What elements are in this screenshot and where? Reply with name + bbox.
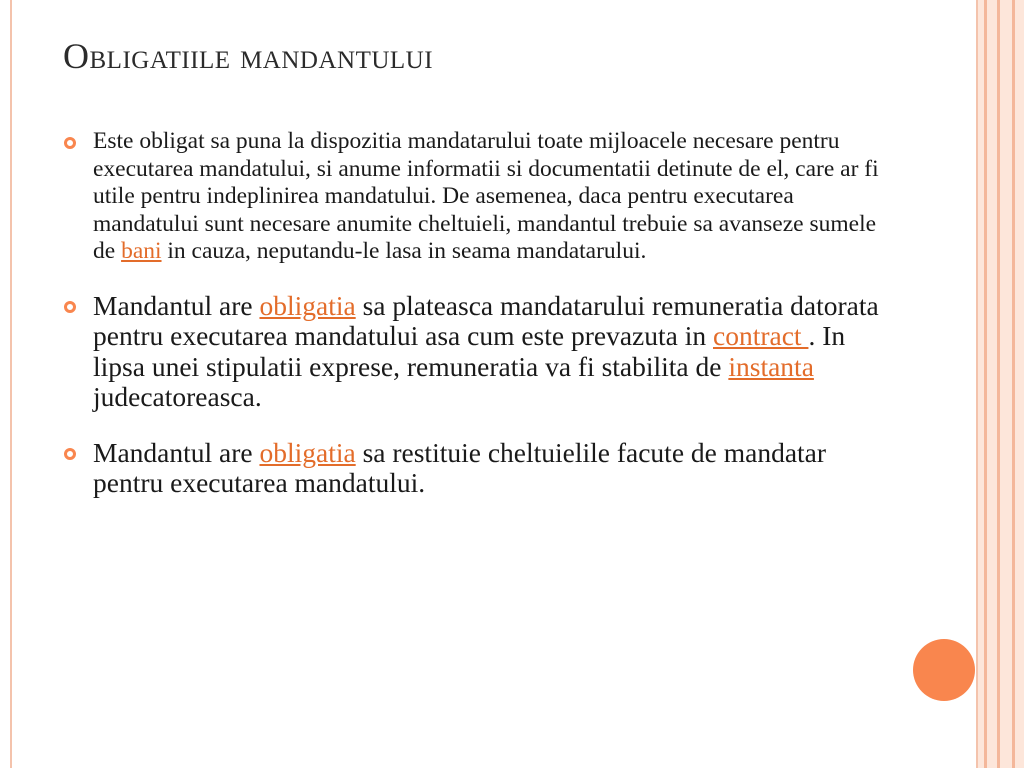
bullet-item <box>64 438 884 499</box>
link-bani[interactable]: bani <box>121 238 162 264</box>
bullet-text: Mandantul are <box>93 289 260 321</box>
bullet-icon <box>64 301 76 313</box>
decor-circle <box>913 639 975 701</box>
bullet-text: Mandantul are <box>93 436 260 468</box>
bullet-text: Este obligat sa puna la dispozitia mandatarului toate mijloacele necesare pentru executarea mandatului, si anume informatii si documentatii detinute de el, care ar fi utile pentru indeplinirea mandatului. De asemenea, daca pentru executarea mandatului sunt necesare anumite cheltuieli, mandantul trebuie sa avanseze sumele de <box>93 128 879 264</box>
decor-stripe <box>1015 0 1024 768</box>
link-instanta[interactable]: instanta <box>728 350 814 382</box>
bullet-icon <box>64 448 76 460</box>
bullet-text: sa restituie cheltuielile facute de mandatar pentru executarea mandatului. <box>93 436 827 498</box>
bullet-text: . In lipsa unei stipulatii exprese, remuneratia va fi stabilita de <box>93 320 846 382</box>
bullet-text: sa plateasca mandatarului remuneratia datorata pentru executarea mandatului asa cum este prevazuta in <box>93 289 879 351</box>
bullet-list <box>64 128 884 499</box>
bullet-item <box>64 291 884 413</box>
slide-title: Obligatiile mandantului <box>63 36 434 76</box>
bullet-item <box>64 128 884 266</box>
link-obligatia[interactable]: obligatia <box>259 436 356 468</box>
decor-stripe <box>987 0 997 768</box>
bullet-icon <box>64 137 76 149</box>
link-obligatia[interactable]: obligatia <box>259 289 356 321</box>
bullet-text: in cauza, neputandu-le lasa in seama mandatarului. <box>161 238 647 264</box>
link-contract[interactable]: contract <box>713 320 809 351</box>
decor-stripe <box>1000 0 1012 768</box>
bullet-text: judecatoreasca. <box>93 381 262 412</box>
